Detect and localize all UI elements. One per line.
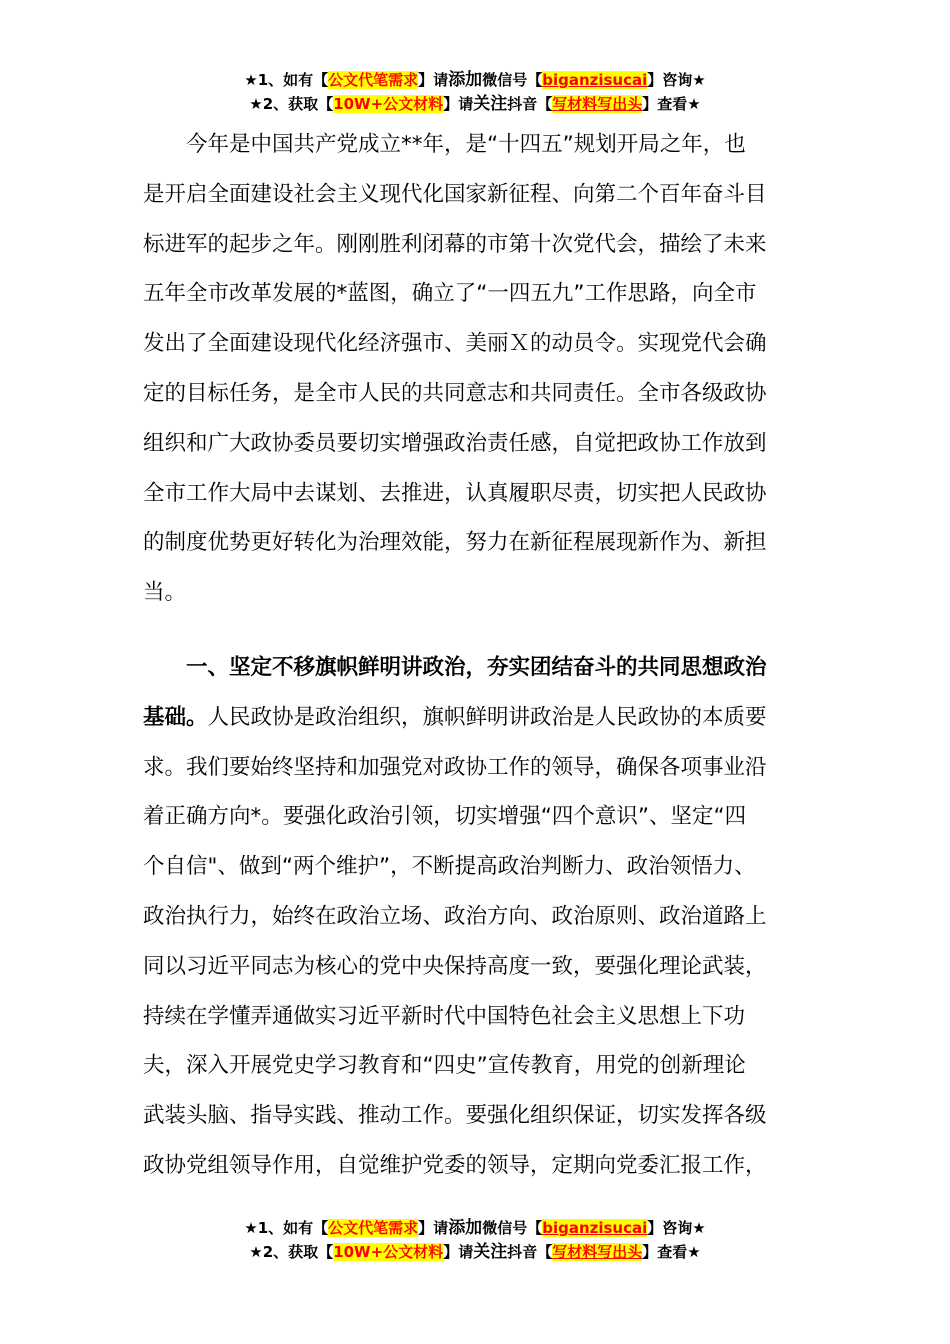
header-line-2 [0, 92, 950, 116]
wechat-id-link[interactable]: biganzisucai [542, 71, 648, 89]
header-text: 微信号【 [482, 71, 543, 89]
header-emphasis: 添加 [448, 70, 483, 90]
footer-text: ★1、如有【 [244, 1219, 329, 1237]
text-line: 持续在学懂弄通做实习近平新时代中国特色社会主义思想上下功 [143, 1003, 746, 1029]
footer-text: 】查看★ [642, 1243, 701, 1261]
wechat-id-link[interactable]: biganzisucai [542, 1219, 648, 1237]
text-line: 着正确方向*。要强化政治引领，切实增强“四个意识”、坚定“四 [143, 804, 747, 830]
header-line-1 [0, 68, 950, 92]
highlight-materials: 10W+公文材料 [333, 95, 444, 113]
text-line: 定的目标任务，是全市人民的共同意志和共同责任。全市各级政协 [143, 380, 767, 406]
footer-text: 抖音【 [507, 1243, 553, 1261]
header-banner-top [0, 68, 950, 116]
header-text: 抖音【 [507, 95, 553, 113]
text-line: 夫，深入开展党史学习教育和“四史”宣传教育，用党的创新理论 [143, 1053, 746, 1079]
text-line: 组织和广大政协委员要切实增强政治责任感，自觉把政协工作放到 [143, 430, 767, 456]
header-text: ★1、如有【 [244, 71, 329, 89]
footer-text: 】请 [443, 1243, 474, 1261]
section-heading: 一、坚定不移旗帜鲜明讲政治，夯实团结奋斗的共同思想政治 [186, 654, 767, 680]
footer-text: 微信号【 [482, 1219, 543, 1237]
douyin-account-link[interactable]: 写材料写出头 [552, 95, 643, 113]
footer-text: ★2、获取【 [249, 1243, 334, 1261]
paragraph-section-1 [143, 643, 805, 1191]
text-line: 的制度优势更好转化为治理效能，努力在新征程展现新作为、新担 [143, 530, 767, 556]
text-line: 当。 [143, 580, 187, 606]
text-line: 今年是中国共产党成立**年，是“十四五”规划开局之年，也 [186, 132, 746, 157]
paragraph-intro [143, 120, 805, 618]
section-heading-end: 基础。 [143, 704, 208, 730]
header-text: 】查看★ [642, 95, 701, 113]
footer-line-1 [0, 1216, 950, 1240]
header-emphasis: 关注 [473, 94, 508, 114]
header-text: 】请 [443, 95, 474, 113]
paragraph-spacer [143, 618, 805, 643]
text-line: 标进军的起步之年。刚刚胜利闭幕的市第十次党代会，描绘了未来 [143, 231, 767, 257]
document-body [143, 120, 805, 1191]
text-line: 人民政协是政治组织，旗帜鲜明讲政治是人民政协的本质要 [207, 704, 767, 730]
text-line: 是开启全面建设社会主义现代化国家新征程、向第二个百年奋斗目 [143, 181, 767, 207]
text-line: 武装头脑、指导实践、推动工作。要强化组织保证，切实发挥各级 [143, 1103, 767, 1129]
highlight-service: 公文代笔需求 [328, 71, 419, 89]
text-line: 五年全市改革发展的*蓝图，确立了“一四五九”工作思路，向全市 [143, 281, 757, 307]
footer-line-2 [0, 1240, 950, 1264]
text-line: 全市工作大局中去谋划、去推进，认真履职尽责，切实把人民政协 [143, 480, 767, 506]
text-line: 政协党组领导作用，自觉维护党委的领导，定期向党委汇报工作， [143, 1152, 767, 1178]
header-text: ★2、获取【 [249, 95, 334, 113]
douyin-account-link[interactable]: 写材料写出头 [552, 1243, 643, 1261]
highlight-materials: 10W+公文材料 [333, 1243, 444, 1261]
footer-emphasis: 添加 [448, 1218, 483, 1238]
header-text: 】咨询★ [647, 71, 706, 89]
text-line: 求。我们要始终坚持和加强党对政协工作的领导，确保各项事业沿 [143, 754, 767, 780]
text-line: 政治执行力，始终在政治立场、政治方向、政治原则、政治道路上 [143, 903, 767, 929]
footer-text: 】咨询★ [647, 1219, 706, 1237]
header-text: 】请 [418, 71, 449, 89]
footer-text: 】请 [418, 1219, 449, 1237]
header-banner-bottom [0, 1216, 950, 1264]
footer-emphasis: 关注 [473, 1242, 508, 1262]
text-line: 发出了全面建设现代化经济强市、美丽Ｘ的动员令。实现党代会确 [143, 331, 767, 357]
text-line: 个自信"、做到“两个维护”，不断提高政治判断力、政治领悟力、 [143, 854, 756, 880]
text-line: 同以习近平同志为核心的党中央保持高度一致，要强化理论武装， [143, 953, 767, 979]
highlight-service: 公文代笔需求 [328, 1219, 419, 1237]
